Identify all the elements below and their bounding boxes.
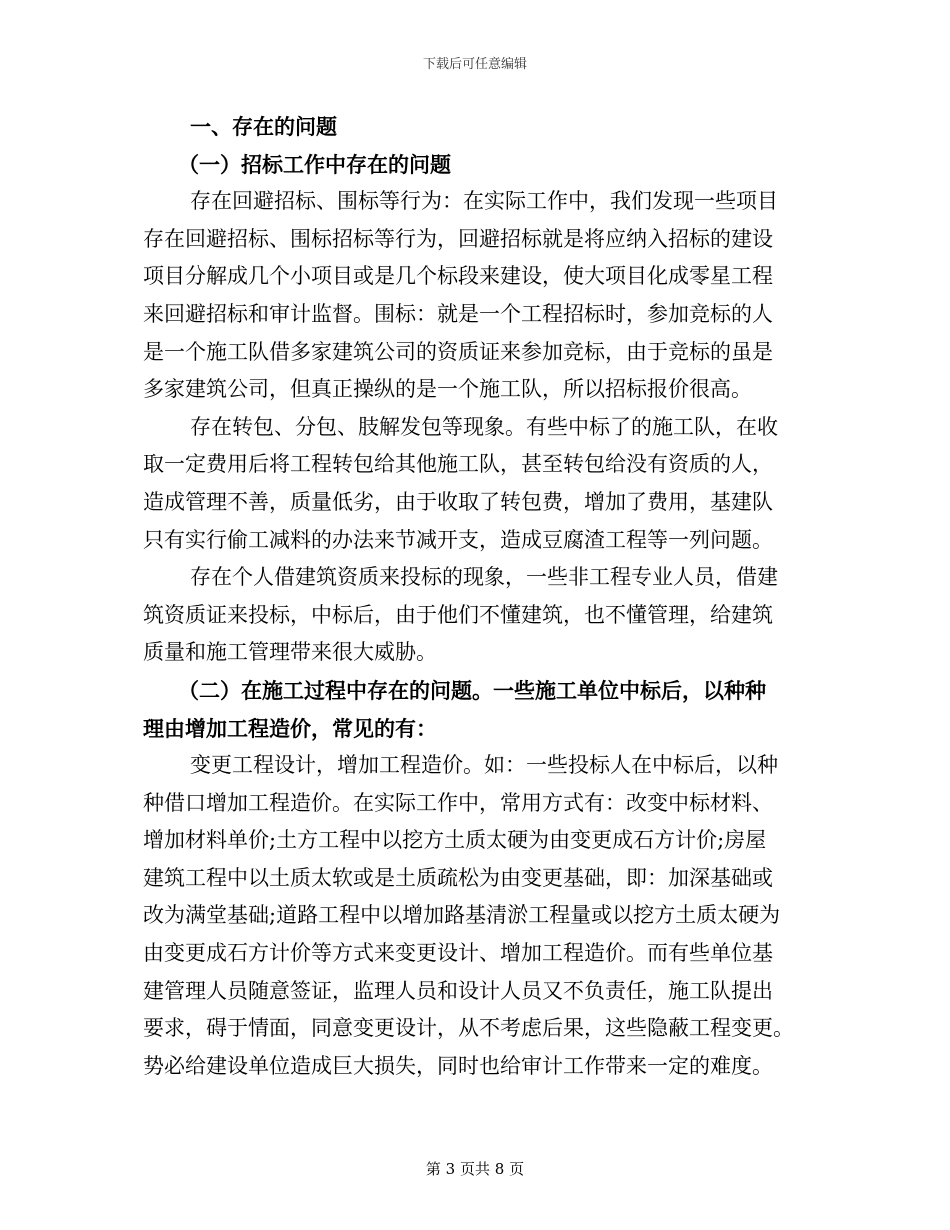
paragraph-line: 建管理人员随意签证，监理人员和设计人员又不负责任，施工队提出 — [143, 978, 773, 1003]
paragraph-line: 筑资质证来投标，中标后，由于他们不懂建筑，也不懂管理，给建筑 — [143, 602, 773, 627]
paragraph-line: 要求，碍于情面，同意变更设计，从不考虑后果，这些隐蔽工程变更。 — [143, 1016, 794, 1041]
paragraph-line: 由变更成石方计价等方式来变更设计、增加工程造价。而有些单位基 — [143, 941, 773, 966]
paragraph-line: 多家建筑公司，但真正操纵的是一个施工队，所以招标报价很高。 — [143, 377, 752, 402]
paragraph-line: 改为满堂基础;道路工程中以增加路基清淤工程量或以挖方土质太硬为 — [143, 903, 781, 928]
paragraph-line: 造成管理不善，质量低劣，由于收取了转包费，增加了费用，基建队 — [143, 489, 773, 514]
page-number: 第 3 页共 8 页 — [425, 1160, 525, 1178]
paragraph-line: 取一定费用后将工程转包给其他施工队，甚至转包给没有资质的人， — [143, 452, 773, 477]
paragraph-line: 变更工程设计，增加工程造价。如：一些投标人在中标后，以种 — [190, 753, 778, 778]
paragraph-line: 是一个施工队借多家建筑公司的资质证来参加竞标，由于竞标的虽是 — [143, 339, 773, 364]
paragraph-line: 存在个人借建筑资质来投标的现象，一些非工程专业人员，借建 — [190, 565, 778, 590]
paragraph-line: 增加材料单价;土方工程中以挖方土质太硬为由变更成石方计价;房屋 — [143, 828, 767, 853]
paragraph-line: 质量和施工管理带来很大威胁。 — [143, 640, 437, 665]
paragraph-line: 势必给建设单位造成巨大损失，同时也给审计工作带来一定的难度。 — [143, 1053, 773, 1078]
paragraph-bid-avoidance — [143, 183, 815, 409]
section-heading: 一、存在的问题 — [190, 114, 337, 139]
paragraph-subcontracting — [143, 409, 815, 559]
paragraph-line: 存在转包、分包、肢解发包等现象。有些中标了的施工队，在收 — [190, 414, 778, 439]
subsection-heading-construction — [143, 672, 815, 747]
paragraph-design-change — [143, 747, 815, 1085]
heading-line: 理由增加工程造价，常见的有： — [143, 715, 437, 741]
paragraph-line: 只有实行偷工减料的办法来节减开支，造成豆腐渣工程等一列问题。 — [143, 527, 773, 552]
paragraph-borrowed-qualification — [143, 559, 815, 672]
paragraph-line: 项目分解成几个小项目或是几个标段来建设，使大项目化成零星工程 — [143, 264, 773, 289]
paragraph-line: 存在回避招标、围标等行为：在实际工作中，我们发现一些项目 — [190, 189, 778, 214]
page-header: 下载后可任意编辑 — [422, 57, 527, 72]
paragraph-line: 存在回避招标、围标招标等行为，回避招标就是将应纳入招标的建设 — [143, 226, 773, 251]
subsection-heading: （一）招标工作中存在的问题 — [178, 151, 451, 177]
paragraph-line: 种借口增加工程造价。在实际工作中，常用方式有：改变中标材料、 — [143, 790, 773, 815]
document-body — [143, 108, 815, 1085]
heading-line: （二）在施工过程中存在的问题。一些施工单位中标后，以种种 — [178, 677, 766, 703]
paragraph-line: 建筑工程中以土质太软或是土质疏松为由变更基础，即：加深基础或 — [143, 865, 773, 890]
paragraph-line: 来回避招标和审计监督。围标：就是一个工程招标时，参加竞标的人 — [143, 301, 773, 326]
